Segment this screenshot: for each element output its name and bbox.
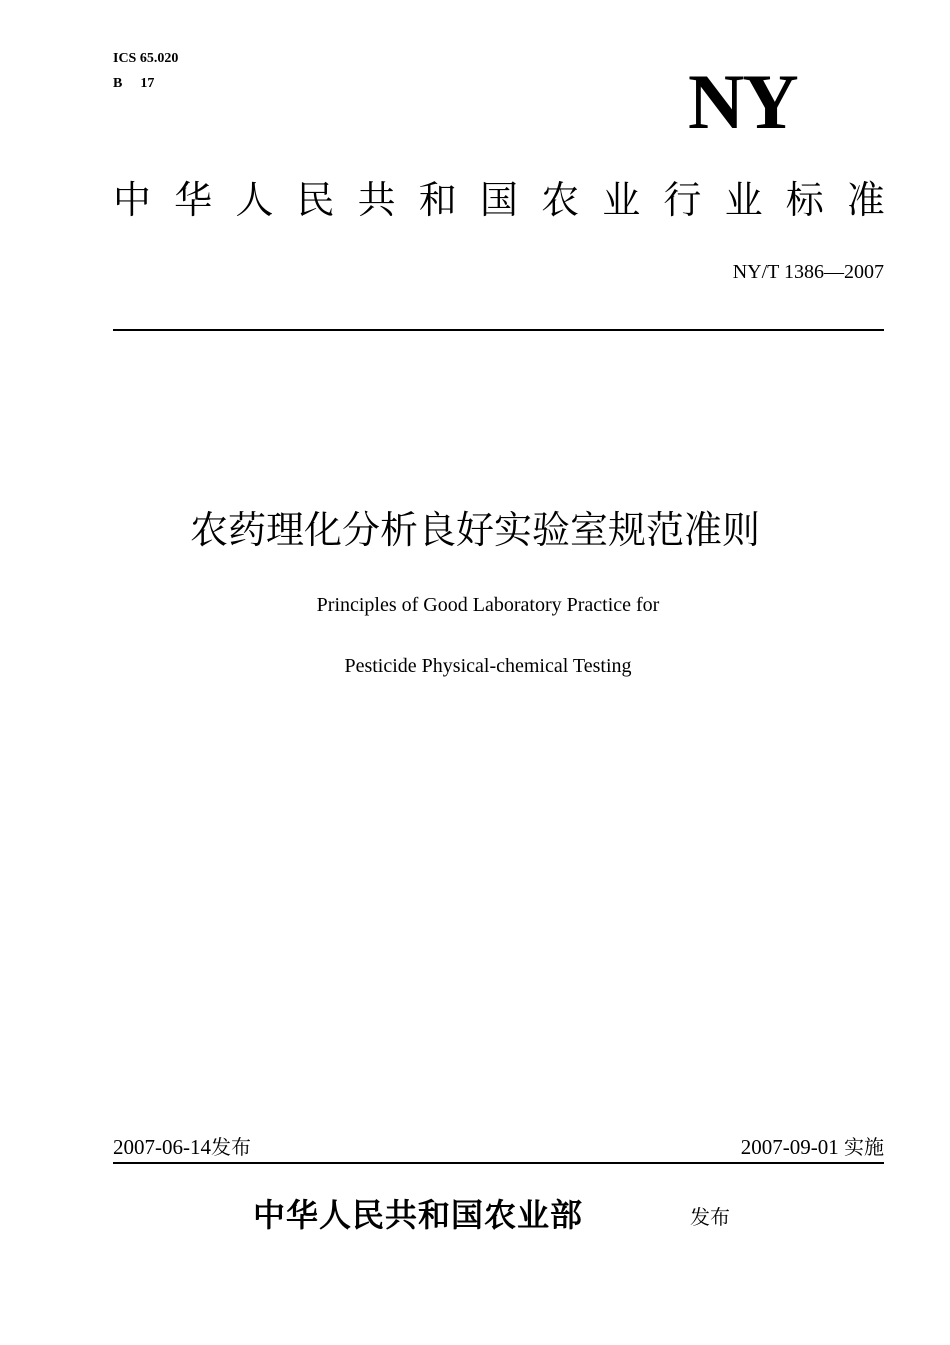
standard-type-char: 行 <box>663 178 702 222</box>
ccs-number: 17 <box>140 76 155 91</box>
ny-logo: NY <box>688 58 797 145</box>
title-english-line2: Pesticide Physical-chemical Testing <box>344 655 632 677</box>
ics-code: ICS 65.020 <box>113 51 179 66</box>
standard-type-char: 业 <box>602 178 641 222</box>
ccs-code <box>113 75 154 93</box>
title-english-line1: Principles of Good Laboratory Practice for <box>316 594 660 616</box>
bottom-divider <box>113 1162 884 1164</box>
standard-type-char: 业 <box>724 178 763 222</box>
publisher-name: 中华人民共和国农业部 <box>253 1196 584 1234</box>
issue-date <box>113 1134 251 1160</box>
standard-type-char: 和 <box>418 178 457 222</box>
standard-type-char: 共 <box>357 178 396 222</box>
standard-type-char: 国 <box>479 178 518 222</box>
ccs-letter: B <box>113 76 123 91</box>
top-divider <box>113 329 884 331</box>
standard-type-char: 华 <box>174 178 213 222</box>
standard-number: NY/T 1386—2007 <box>732 261 884 283</box>
title-chinese: 农药理化分析良好实验室规范准则 <box>189 508 760 552</box>
standard-type-char: 准 <box>846 178 885 222</box>
standard-type-char: 标 <box>785 178 824 222</box>
issue-date-value: 2007-06-14 <box>113 1135 211 1159</box>
implementation-date-value: 2007-09-01 <box>740 1135 839 1159</box>
publish-label: 发布 <box>690 1205 730 1229</box>
standard-type-char: 民 <box>296 178 335 222</box>
standard-type-char: 农 <box>541 178 580 222</box>
standard-type-char: 人 <box>235 178 274 222</box>
implementation-date-label: 实施 <box>844 1135 884 1159</box>
implementation-date <box>741 1134 884 1160</box>
standard-type-heading <box>113 175 885 225</box>
issue-date-label: 发布 <box>211 1135 251 1159</box>
standard-type-char: 中 <box>113 178 152 222</box>
